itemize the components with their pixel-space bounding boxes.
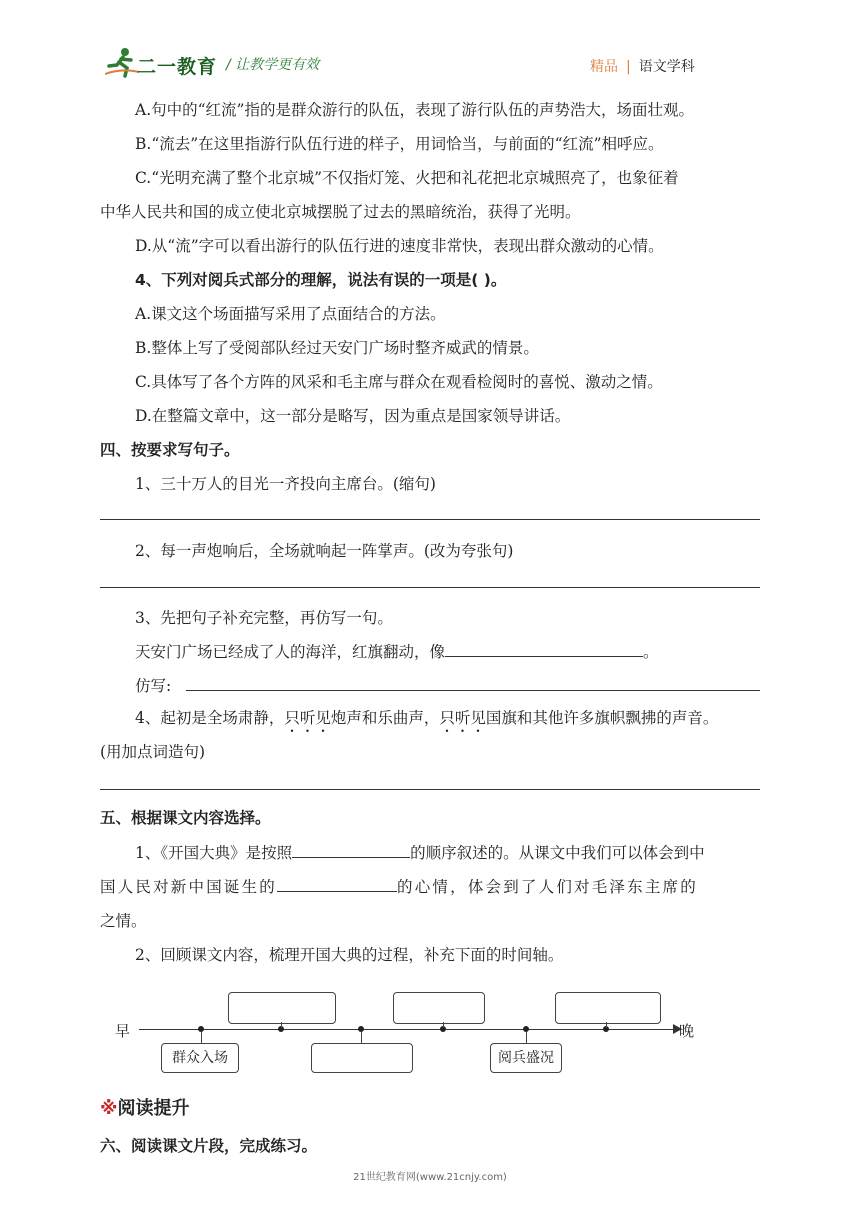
header-right: [590, 56, 695, 76]
answer-line-1[interactable]: [100, 519, 760, 520]
timeline-label-crowd-entry: 群众入场: [161, 1043, 239, 1073]
timeline-blank-box-top-2[interactable]: [393, 992, 485, 1024]
header-separator: |: [626, 59, 631, 75]
s5-p2: 2、回顾课文内容，梳理开国大典的过程，补充下面的时间轴。: [135, 946, 564, 964]
reading-title-text: 阅读提升: [117, 1098, 190, 1119]
s5-p1-e: 之情。: [100, 912, 147, 930]
fill-blank-order[interactable]: [292, 841, 410, 858]
timeline-label-parade: 阅兵盛况: [490, 1043, 562, 1073]
timeline-diagram: [115, 990, 705, 1080]
q3-option-c: C.“光明充满了整个北京城”不仅指灯笼、火把和礼花把北京城照亮了，也象征着: [135, 169, 679, 187]
timeline-blank-box-bottom[interactable]: [311, 1043, 413, 1073]
logo: [105, 46, 223, 80]
timeline-blank-box-top-3[interactable]: [555, 992, 661, 1024]
q4-option-b: B.整体上写了受阅部队经过天安门广场时整齐威武的情景。: [135, 339, 539, 357]
timeline-blank-box-top-1[interactable]: [228, 992, 336, 1024]
timeline-end-label: 晚: [679, 1022, 695, 1040]
s4-item4-part1: 4、起初是全场肃静，: [135, 709, 285, 727]
answer-line-imitate[interactable]: [186, 690, 760, 691]
timeline-axis: [139, 1029, 679, 1030]
premium-label: 精品: [590, 59, 618, 75]
q4-question: 4、下列对阅兵式部分的理解，说法有误的一项是( )。: [135, 271, 507, 289]
fill-blank-feeling[interactable]: [277, 875, 397, 892]
s5-p1-d: 的心情，体会到了人们对毛泽东主席的: [397, 878, 698, 896]
s5-p1-c: 国人民对新中国诞生的: [100, 878, 278, 896]
section4-title: 四、按要求写句子。: [100, 441, 240, 459]
s4-item4-dotted-word-1: 只听见: [284, 709, 331, 727]
s4-item3-title: 3、先把句子补充完整，再仿写一句。: [135, 609, 393, 627]
runner-logo-icon: [105, 46, 139, 78]
s4-item1: 1、三十万人的目光一齐投向主席台。(缩句): [135, 475, 436, 493]
reading-section-title: [100, 1094, 190, 1120]
s5-p1-a: 1、《开国大典》是按照: [135, 844, 293, 862]
answer-line-2[interactable]: [100, 587, 760, 588]
q3-option-d: D.从“流”字可以看出游行的队伍行进的速度非常快，表现出群众激动的心情。: [135, 237, 664, 255]
q4-option-c: C.具体写了各个方阵的风采和毛主席与群众在观看检阅时的喜悦、激动之情。: [135, 373, 663, 391]
slogan: / 让教学更有效: [226, 57, 320, 73]
s5-p1-line1: [135, 841, 705, 863]
s4-item3-sentence: [135, 640, 659, 662]
s4-item4: [135, 706, 718, 736]
fill-blank-simile[interactable]: [445, 640, 643, 657]
s4-item3-imitate-label: 仿写:: [135, 677, 172, 695]
page-footer: 21世纪教育网(www.21cnjy.com): [353, 1172, 507, 1183]
q3-option-a: A.句中的“红流”指的是群众游行的队伍，表现了游行队伍的声势浩大，场面壮观。: [135, 101, 694, 119]
s4-item4-note: (用加点词造句): [100, 743, 206, 761]
answer-line-4[interactable]: [100, 789, 760, 790]
s5-p1-b: 的顺序叙述的。从课文中我们可以体会到中: [410, 844, 705, 862]
s4-item4-part3: 国旗和其他许多旗帜飘拂的声音。: [485, 709, 719, 727]
s4-item3-sentence-end: 。: [643, 643, 659, 661]
q3-option-b: B.“流去”在这里指游行队伍行进的样子，用词恰当，与前面的“红流”相呼应。: [135, 135, 664, 153]
q4-option-d: D.在整篇文章中，这一部分是略写，因为重点是国家领导讲话。: [135, 407, 571, 425]
q4-option-a: A.课文这个场面描写采用了点面结合的方法。: [135, 305, 446, 323]
timeline-connector: [281, 1022, 282, 1028]
timeline-start-label: 早: [115, 1022, 131, 1040]
logo-text: 二一教育: [137, 56, 218, 78]
s4-item4-dotted-word-2: 只听见: [439, 709, 486, 727]
s5-p1-line2: [100, 875, 698, 897]
s4-item3-sentence-text: 天安门广场已经成了人的海洋，红旗翻动，像: [135, 643, 446, 661]
s4-item4-part2: 炮声和乐曲声，: [330, 709, 440, 727]
section5-title: 五、根据课文内容选择。: [100, 809, 271, 827]
subject-label: 语文学科: [638, 59, 695, 75]
s4-item2: 2、每一声炮响后，全场就响起一阵掌声。(改为夸张句): [135, 542, 514, 560]
reference-mark-icon: ※: [100, 1098, 118, 1119]
timeline-connector: [443, 1022, 444, 1028]
timeline-connector: [606, 1022, 607, 1028]
section6-title: 六、阅读课文片段，完成练习。: [100, 1137, 318, 1155]
q3-option-c-cont: 中华人民共和国的成立使北京城摆脱了过去的黑暗统治，获得了光明。: [100, 203, 581, 221]
